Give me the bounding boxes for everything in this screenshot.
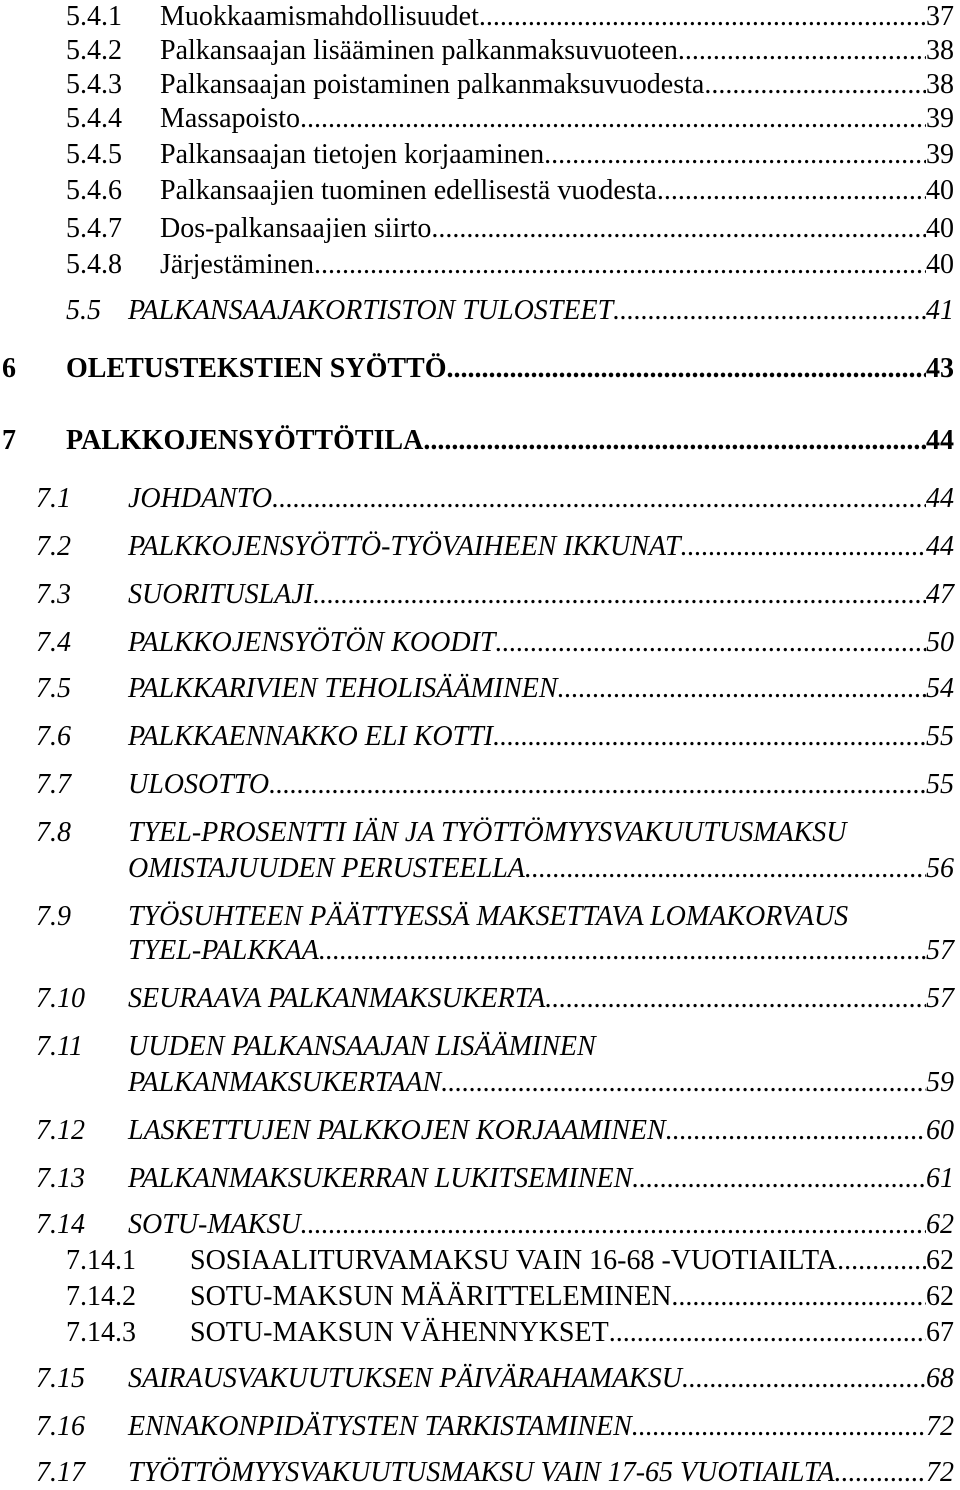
toc-entry-5-4-2[interactable] (0, 34, 960, 68)
dot-leader (269, 768, 926, 802)
toc-entry-5-4-1[interactable] (0, 0, 960, 34)
toc-entry-7-5[interactable] (0, 672, 960, 706)
toc-title-row (160, 248, 954, 282)
toc-page: 41 (926, 295, 954, 326)
toc-title-row (128, 852, 954, 886)
toc-title: SOTU-MAKSUN MÄÄRITTELEMINEN (190, 1281, 672, 1312)
toc-entry-7-9-cont[interactable] (0, 934, 960, 968)
dot-leader (609, 1316, 926, 1350)
toc-entry-7-11[interactable] (0, 1030, 960, 1064)
dot-leader (441, 1066, 926, 1100)
toc-title-row (128, 578, 954, 612)
dot-leader (525, 852, 926, 886)
toc-entry-5-4-6[interactable] (0, 174, 960, 208)
toc-page: 39 (926, 103, 954, 134)
toc-number: 5.4.4 (66, 103, 122, 134)
dot-leader (632, 1162, 926, 1196)
toc-page: 40 (926, 249, 954, 280)
dot-leader (301, 1208, 926, 1242)
toc-number: 5.4.8 (66, 249, 122, 280)
toc-page: 44 (926, 483, 954, 514)
toc-title-row (160, 212, 954, 246)
toc-entry-6[interactable] (0, 352, 960, 386)
toc-number: 7.12 (36, 1115, 85, 1146)
toc-title-row (128, 1066, 954, 1100)
dot-leader (678, 34, 926, 68)
toc-title-row (190, 1244, 954, 1278)
toc-title-row (128, 1208, 954, 1242)
toc-entry-7-16[interactable] (0, 1410, 960, 1444)
toc-page: 39 (926, 139, 954, 170)
dot-leader (431, 212, 926, 246)
toc-title: SEURAAVA PALKANMAKSUKERTA (128, 983, 546, 1014)
toc-page: 61 (926, 1163, 954, 1194)
toc-number: 7 (2, 425, 16, 456)
toc-page: 68 (926, 1363, 954, 1394)
dot-leader (446, 352, 926, 386)
toc-title-row (160, 138, 954, 172)
toc-title: Järjestäminen (160, 249, 314, 280)
dot-leader (671, 1280, 926, 1314)
toc-title-row (128, 530, 954, 564)
toc-page: 62 (926, 1245, 954, 1276)
dot-leader (319, 934, 926, 968)
toc-title-row (128, 482, 954, 516)
toc-title-row (160, 68, 954, 102)
toc-entry-7-10[interactable] (0, 982, 960, 1016)
dot-leader (493, 720, 926, 754)
dot-leader (837, 1244, 926, 1278)
toc-entry-7-3[interactable] (0, 578, 960, 612)
toc-title-row (190, 1316, 954, 1350)
toc-number: 5.4.6 (66, 175, 122, 206)
toc-page: 50 (926, 627, 954, 658)
toc-entry-7-6[interactable] (0, 720, 960, 754)
toc-page: 55 (926, 721, 954, 752)
toc-title: SUORITUSLAJI (128, 579, 314, 610)
toc-page: 43 (926, 353, 954, 384)
toc-title-row (128, 982, 954, 1016)
toc-entry-5-5[interactable] (0, 294, 960, 328)
toc-number: 7.6 (36, 721, 71, 752)
toc-title-row (160, 0, 954, 34)
toc-entry-7[interactable] (0, 424, 960, 458)
toc-number: 5.4.1 (66, 1, 122, 32)
toc-page: 72 (926, 1411, 954, 1442)
toc-page: 40 (926, 175, 954, 206)
toc-number: 7.4 (36, 627, 71, 658)
toc-entry-7-4[interactable] (0, 626, 960, 660)
dot-leader (632, 1410, 926, 1444)
dot-leader (272, 482, 926, 516)
toc-number: 6 (2, 353, 16, 384)
toc-title: Muokkaamismahdollisuudet (160, 1, 479, 32)
toc-title-row (190, 1280, 954, 1314)
toc-title-row (128, 934, 954, 968)
toc-entry-7-14-2[interactable] (0, 1280, 960, 1314)
dot-leader (545, 982, 926, 1016)
toc-title: SOSIAALITURVAMAKSU VAIN 16-68 -VUOTIAILTA (190, 1245, 838, 1276)
toc-title: Massapoisto (160, 103, 300, 134)
toc-title-row (66, 424, 954, 458)
toc-page: 44 (926, 531, 954, 562)
toc-number: 5.4.3 (66, 69, 122, 100)
toc-number: 7.14 (36, 1209, 85, 1240)
toc-entry-5-4-8[interactable] (0, 248, 960, 282)
toc-number: 5.4.5 (66, 139, 122, 170)
toc-title-row (128, 1456, 954, 1490)
toc-title-row (128, 1410, 954, 1444)
toc-title: OLETUSTEKSTIEN SYÖTTÖ (66, 353, 447, 384)
toc-page: 59 (926, 1067, 954, 1098)
dot-leader (314, 248, 926, 282)
toc-entry-7-17[interactable] (0, 1456, 960, 1490)
toc-title: Palkansaajien tuominen edellisestä vuodesta (160, 175, 657, 206)
toc-number: 5.4.7 (66, 213, 122, 244)
toc-title-row (128, 294, 954, 328)
toc-title: Palkansaajan tietojen korjaaminen (160, 139, 545, 170)
toc-number: 7.7 (36, 769, 71, 800)
toc-entry-7-9[interactable] (0, 900, 960, 934)
toc-title: PALKKOJENSYÖTTÖTILA (66, 425, 424, 456)
toc-title: SAIRAUSVAKUUTUKSEN PÄIVÄRAHAMAKSU (128, 1363, 682, 1394)
toc-title: LASKETTUJEN PALKKOJEN KORJAAMINEN (128, 1115, 666, 1146)
dot-leader (682, 1362, 926, 1396)
toc-entry-7-8[interactable] (0, 816, 960, 850)
toc-title-row (160, 174, 954, 208)
toc-entry-7-14[interactable] (0, 1208, 960, 1242)
toc-title: SOTU-MAKSUN VÄHENNYKSET (190, 1317, 609, 1348)
toc-title-row (128, 768, 954, 802)
toc-number: 7.16 (36, 1411, 85, 1442)
dot-leader (681, 530, 926, 564)
toc-number: 5.5 (66, 295, 101, 326)
toc-number: 7.10 (36, 983, 85, 1014)
toc-number: 7.14.2 (66, 1281, 136, 1312)
toc-title: Palkansaajan lisääminen palkanmaksuvuoteen (160, 35, 678, 66)
toc-page: 67 (926, 1317, 954, 1348)
toc-title: TYÖTTÖMYYSVAKUUTUSMAKSU VAIN 17-65 VUOTIAILTA (128, 1457, 835, 1488)
dot-leader (558, 672, 926, 706)
toc-number: 7.9 (36, 901, 71, 932)
toc-title-row (128, 1162, 954, 1196)
dot-leader (704, 68, 926, 102)
toc-entry-5-4-4[interactable] (0, 102, 960, 136)
toc-title: TYEL-PALKKAA (128, 935, 319, 966)
toc-title-line1: TYEL-PROSENTTI IÄN JA TYÖTTÖMYYSVAKUUTUSMAKSU (128, 817, 847, 848)
toc-entry-7-7[interactable] (0, 768, 960, 802)
dot-leader (495, 626, 926, 660)
toc-title: PALKANSAAJAKORTISTON TULOSTEET (128, 295, 614, 326)
toc-title: JOHDANTO (128, 483, 273, 514)
toc-number: 7.2 (36, 531, 71, 562)
toc-title-row (128, 720, 954, 754)
toc-entry-7-8-cont[interactable] (0, 852, 960, 886)
toc-entry-5-4-7[interactable] (0, 212, 960, 246)
toc-number: 7.8 (36, 817, 71, 848)
toc-entry-7-13[interactable] (0, 1162, 960, 1196)
toc-title-row (128, 1362, 954, 1396)
dot-leader (423, 424, 926, 458)
toc-page: 37 (926, 1, 954, 32)
toc-page: 57 (926, 983, 954, 1014)
toc-number: 7.14.1 (66, 1245, 136, 1276)
dot-leader (300, 102, 926, 136)
toc-entry-5-4-5[interactable] (0, 138, 960, 172)
toc-title-row (66, 352, 954, 386)
dot-leader (657, 174, 926, 208)
dot-leader (479, 0, 926, 34)
toc-page: 38 (926, 35, 954, 66)
dot-leader (544, 138, 926, 172)
toc-entry-7-1[interactable] (0, 482, 960, 516)
toc-number: 7.15 (36, 1363, 85, 1394)
toc-page: 55 (926, 769, 954, 800)
toc-entry-7-12[interactable] (0, 1114, 960, 1148)
dot-leader (835, 1456, 927, 1490)
dot-leader (613, 294, 926, 328)
toc-page: 47 (926, 579, 954, 610)
toc-number: 7.17 (36, 1457, 85, 1488)
toc-number: 5.4.2 (66, 35, 122, 66)
toc-number: 7.11 (36, 1031, 83, 1062)
toc-title-row (160, 34, 954, 68)
toc-title: PALKKOJENSYÖTÖN KOODIT (128, 627, 496, 658)
toc-number: 7.1 (36, 483, 71, 514)
toc-title: PALKKOJENSYÖTTÖ-TYÖVAIHEEN IKKUNAT (128, 531, 681, 562)
toc-page: 62 (926, 1209, 954, 1240)
toc-title: ULOSOTTO (128, 769, 270, 800)
toc-title: ENNAKONPIDÄTYSTEN TARKISTAMINEN (128, 1411, 632, 1442)
toc-page: 56 (926, 853, 954, 884)
toc-entry-7-2[interactable] (0, 530, 960, 564)
toc-number: 7.5 (36, 673, 71, 704)
toc-title: Palkansaajan poistaminen palkanmaksuvuodesta (160, 69, 705, 100)
toc-number: 7.13 (36, 1163, 85, 1194)
toc-entry-7-11-cont[interactable] (0, 1066, 960, 1100)
toc-title: PALKANMAKSUKERRAN LUKITSEMINEN (128, 1163, 633, 1194)
toc-page: 62 (926, 1281, 954, 1312)
toc-page: 72 (926, 1457, 954, 1488)
toc-title-row (160, 102, 954, 136)
dot-leader (666, 1114, 926, 1148)
toc-title-line1: TYÖSUHTEEN PÄÄTTYESSÄ MAKSETTAVA LOMAKORVAUS (128, 901, 849, 932)
toc-number: 7.14.3 (66, 1317, 136, 1348)
toc-title-line1: UUDEN PALKANSAAJAN LISÄÄMINEN (128, 1031, 596, 1062)
toc-entry-5-4-3[interactable] (0, 68, 960, 102)
toc-page: 57 (926, 935, 954, 966)
toc-title-row (128, 626, 954, 660)
toc-title: PALKANMAKSUKERTAAN (128, 1067, 442, 1098)
toc-entry-7-14-1[interactable] (0, 1244, 960, 1278)
toc-page: 40 (926, 213, 954, 244)
toc-page: 44 (926, 425, 954, 456)
toc-title: OMISTAJUUDEN PERUSTEELLA (128, 853, 525, 884)
toc-number: 7.3 (36, 579, 71, 610)
toc-page: 38 (926, 69, 954, 100)
toc-title-row (128, 672, 954, 706)
toc-entry-7-15[interactable] (0, 1362, 960, 1396)
toc-title: SOTU-MAKSU (128, 1209, 301, 1240)
toc-entry-7-14-3[interactable] (0, 1316, 960, 1350)
dot-leader (313, 578, 926, 612)
toc-title: PALKKAENNAKKO ELI KOTTI (128, 721, 494, 752)
toc-title: Dos-palkansaajien siirto (160, 213, 432, 244)
toc-title-row (128, 1114, 954, 1148)
toc-page: 54 (926, 673, 954, 704)
toc-title: PALKKARIVIEN TEHOLISÄÄMINEN (128, 673, 558, 704)
toc-page: 60 (926, 1115, 954, 1146)
